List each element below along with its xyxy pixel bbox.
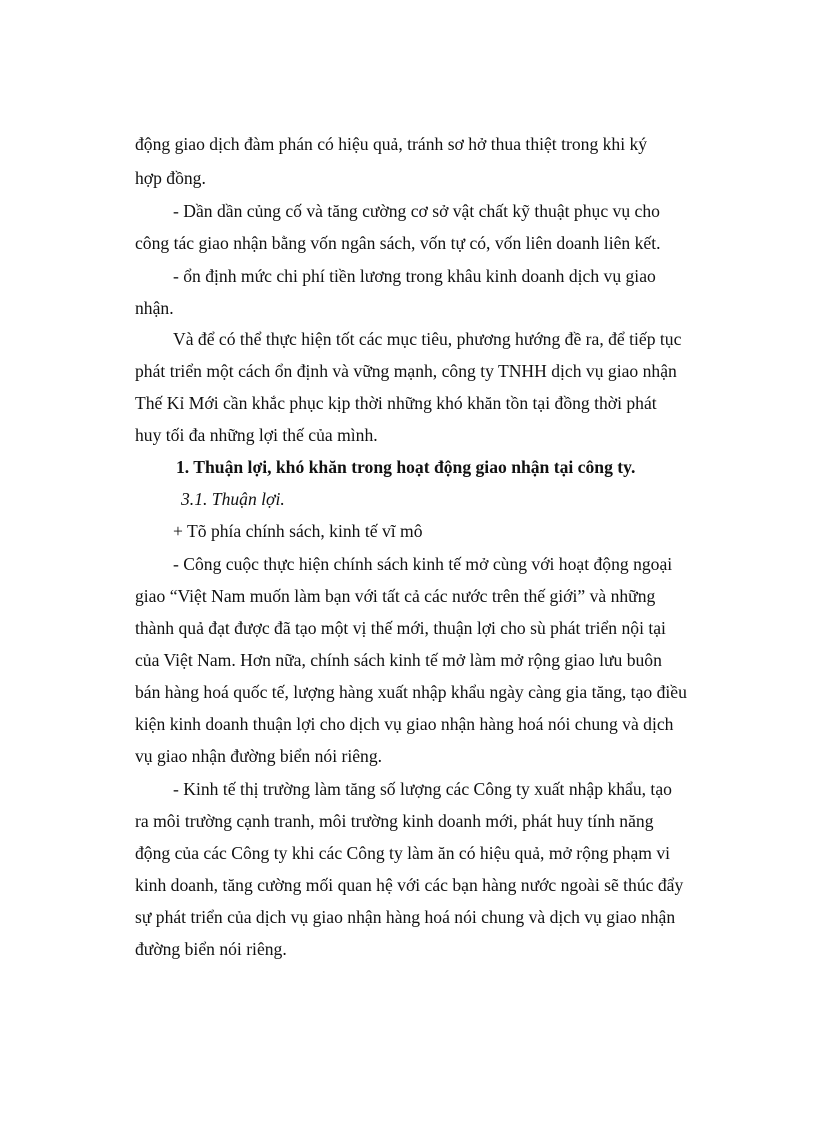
text-line: [0, 296, 816, 320]
text-line: [0, 841, 816, 865]
line-text: hợp đồng.: [135, 168, 206, 188]
line-text: vụ giao nhận đường biển nói riêng.: [135, 746, 383, 766]
text-line: [0, 777, 816, 801]
line-text: động của các Công ty khi các Công ty làm ăn có hiệu quả, mở rộng phạm vi: [135, 843, 671, 863]
line-text: sự phát triển của dịch vụ giao nhận hàng hoá nói chung và dịch vụ giao nhận: [135, 907, 676, 927]
line-text: nhận.: [135, 298, 174, 318]
text-line: [0, 584, 816, 608]
text-line: [0, 873, 816, 897]
text-line: [0, 712, 816, 736]
text-line: [0, 199, 816, 223]
section-heading: [0, 455, 816, 479]
text-line: [0, 744, 816, 768]
text-line: [0, 423, 816, 447]
text-line: [0, 680, 816, 704]
line-text: kiện kinh doanh thuận lợi cho dịch vụ giao nhận hàng hoá nói chung và dịch: [135, 714, 674, 734]
line-text: đường biển nói riêng.: [135, 939, 287, 959]
subsection-heading: [0, 487, 816, 511]
text-line: [0, 327, 816, 351]
text-line: [0, 166, 816, 190]
line-text: - Dần dần củng cố và tăng cường cơ sở vật chất kỹ thuật phục vụ cho: [173, 201, 660, 221]
line-text: - ổn định mức chi phí tiền lương trong khâu kinh doanh dịch vụ giao: [173, 266, 656, 286]
line-text: phát triển một cách ổn định và vững mạnh, công ty TNHH dịch vụ giao nhận: [135, 361, 677, 381]
line-text: thành quả đạt được đã tạo một vị thế mới, thuận lợi cho sù phát triển nội tại: [135, 618, 666, 638]
line-text: huy tối đa những lợi thế của mình.: [135, 425, 378, 445]
heading-text: 1. Thuận lợi, khó khăn trong hoạt động giao nhận tại công ty.: [176, 457, 636, 477]
text-line: [0, 937, 816, 961]
line-text: ra môi trường cạnh tranh, môi trường kinh doanh mới, phát huy tính năng: [135, 811, 654, 831]
text-line: [0, 648, 816, 672]
text-line: [0, 809, 816, 833]
text-line: [0, 616, 816, 640]
text-line: [0, 264, 816, 288]
line-text: động giao dịch đàm phán có hiệu quả, tránh sơ hở thua thiệt trong khi ký: [135, 134, 648, 154]
text-line: [0, 132, 816, 156]
text-line: [0, 231, 816, 255]
text-line: [0, 519, 816, 543]
line-text: giao “Việt Nam muốn làm bạn với tất cả các nước trên thế giới” và những: [135, 586, 656, 606]
line-text: Và để có thể thực hiện tốt các mục tiêu, phương hướng đề ra, để tiếp tục: [173, 329, 682, 349]
text-line: [0, 552, 816, 576]
line-text: + Tõ phía chính sách, kinh tế vĩ mô: [173, 521, 423, 541]
line-text: - Công cuộc thực hiện chính sách kinh tế mở cùng với hoạt động ngoại: [173, 554, 673, 574]
text-line: [0, 391, 816, 415]
text-line: [0, 905, 816, 929]
line-text: công tác giao nhận bằng vốn ngân sách, vốn tự có, vốn liên doanh liên kết.: [135, 233, 661, 253]
line-text: Thế Kỉ Mới cần khắc phục kịp thời những khó khăn tồn tại đồng thời phát: [135, 393, 657, 413]
line-text: - Kinh tế thị trường làm tăng số lượng các Công ty xuất nhập khẩu, tạo: [173, 779, 672, 799]
line-text: của Việt Nam. Hơn nữa, chính sách kinh tế mở làm mở rộng giao lưu buôn: [135, 650, 662, 670]
line-text: bán hàng hoá quốc tế, lượng hàng xuất nhập khẩu ngày càng gia tăng, tạo điều: [135, 682, 687, 702]
subheading-text: 3.1. Thuận lợi.: [181, 489, 285, 509]
line-text: kinh doanh, tăng cường mối quan hệ với các bạn hàng nước ngoài sẽ thúc đẩy: [135, 875, 684, 895]
text-line: [0, 359, 816, 383]
